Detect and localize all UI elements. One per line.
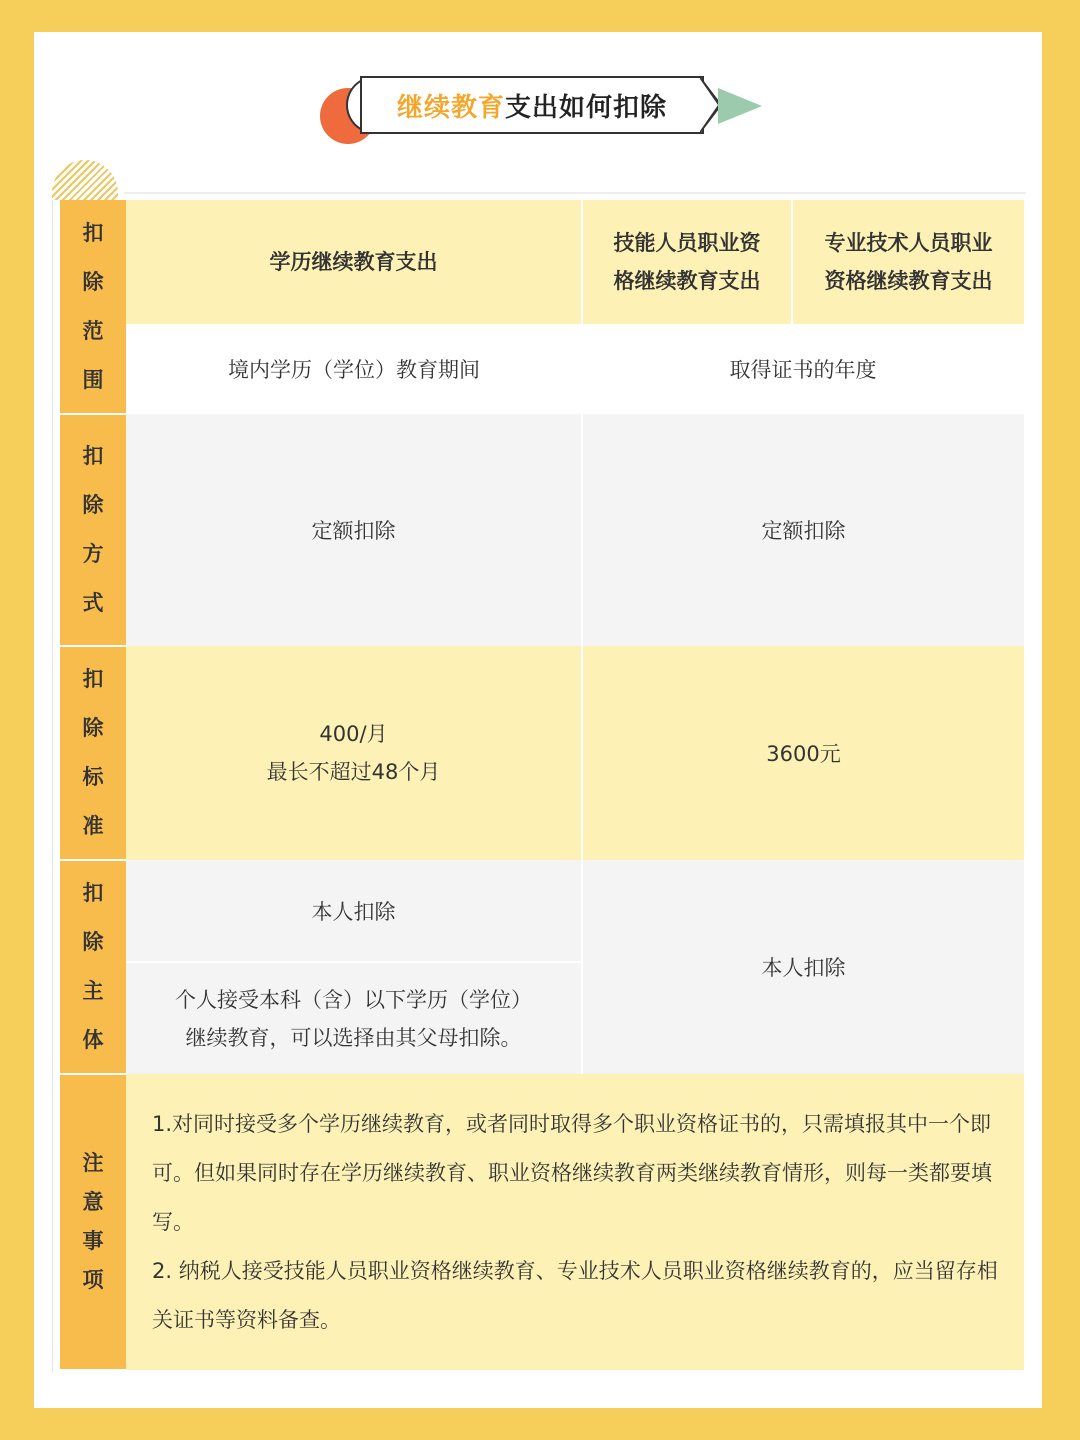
divider — [124, 192, 1026, 194]
row-header-char: 围 — [82, 367, 104, 392]
row-header-char: 方 — [82, 542, 104, 566]
standard-limit: 最长不超过48个月 — [266, 760, 441, 784]
cell-scope-certificate: 取得证书的年度 — [582, 324, 1024, 414]
page-title — [360, 76, 704, 134]
column-header-line: 资格继续教育支出 — [824, 269, 993, 293]
content-card — [34, 32, 1042, 1408]
column-header-professional — [792, 200, 1024, 324]
row-header-char: 范 — [82, 318, 104, 343]
row-header-char: 除 — [82, 493, 104, 517]
row-header-char: 式 — [82, 591, 104, 615]
row-header-scope — [60, 200, 126, 414]
column-header-line: 专业技术人员职业 — [824, 231, 993, 255]
row-header-char: 意 — [82, 1190, 104, 1214]
row-header-standard — [60, 646, 126, 860]
note-item-2: 2. 纳税人接受技能人员职业资格继续教育、专业技术人员职业资格继续教育的，应当留存相关证书等资料备查。 — [152, 1258, 998, 1332]
notes-cell — [126, 1074, 1024, 1370]
cell-method-certificate: 定额扣除 — [582, 414, 1024, 646]
cell-scope-education: 境内学历（学位）教育期间 — [126, 324, 582, 414]
deduction-table — [60, 200, 1024, 1371]
row-header-char: 扣 — [82, 667, 104, 691]
cell-subject-certificate: 本人扣除 — [582, 860, 1024, 1074]
row-header-notes — [60, 1074, 126, 1370]
row-header-subject — [60, 860, 126, 1074]
row-header-char: 标 — [82, 765, 104, 789]
subject-note-line: 个人接受本科（含）以下学历（学位） — [175, 987, 532, 1012]
row-header-char: 事 — [82, 1229, 104, 1253]
title-banner — [320, 76, 780, 146]
column-header-education: 学历继续教育支出 — [126, 200, 582, 324]
row-header-char: 除 — [82, 716, 104, 740]
column-header-line: 格继续教育支出 — [613, 269, 761, 293]
note-item-1: 1.对同时接受多个学历继续教育，或者同时取得多个职业资格证书的，只需填报其中一个即可。但如果同时存在学历继续教育、职业资格继续教育两类继续教育情形，则每一类都要填写。 — [152, 1111, 992, 1234]
divider — [52, 200, 53, 1372]
title-rest: 支出如何扣除 — [505, 92, 668, 123]
row-header-char: 扣 — [82, 220, 104, 245]
row-header-char: 除 — [82, 269, 104, 294]
row-header-char: 准 — [82, 814, 104, 838]
column-header-line: 技能人员职业资 — [613, 231, 761, 255]
row-header-char: 项 — [82, 1268, 104, 1292]
cell-subject-education-self: 本人扣除 — [126, 860, 582, 962]
row-header-char: 注 — [82, 1151, 104, 1175]
standard-amount: 400/月 — [319, 722, 388, 746]
column-header-skill — [582, 200, 792, 324]
row-header-method — [60, 414, 126, 646]
subject-note-line: 继续教育，可以选择由其父母扣除。 — [185, 1025, 522, 1050]
cell-standard-education — [126, 646, 582, 860]
row-header-char: 体 — [82, 1028, 104, 1052]
green-arrow-icon — [718, 88, 762, 124]
banner-arrow-fill — [700, 79, 718, 131]
cell-subject-education-parent — [126, 962, 582, 1074]
cell-standard-certificate: 3600元 — [582, 646, 1024, 860]
row-header-char: 扣 — [82, 444, 104, 468]
row-header-char: 主 — [82, 979, 104, 1003]
title-highlight: 继续教育 — [396, 92, 505, 123]
striped-semicircle-decoration — [52, 160, 118, 200]
row-header-char: 除 — [82, 930, 104, 954]
cell-method-education: 定额扣除 — [126, 414, 582, 646]
row-header-char: 扣 — [82, 881, 104, 905]
